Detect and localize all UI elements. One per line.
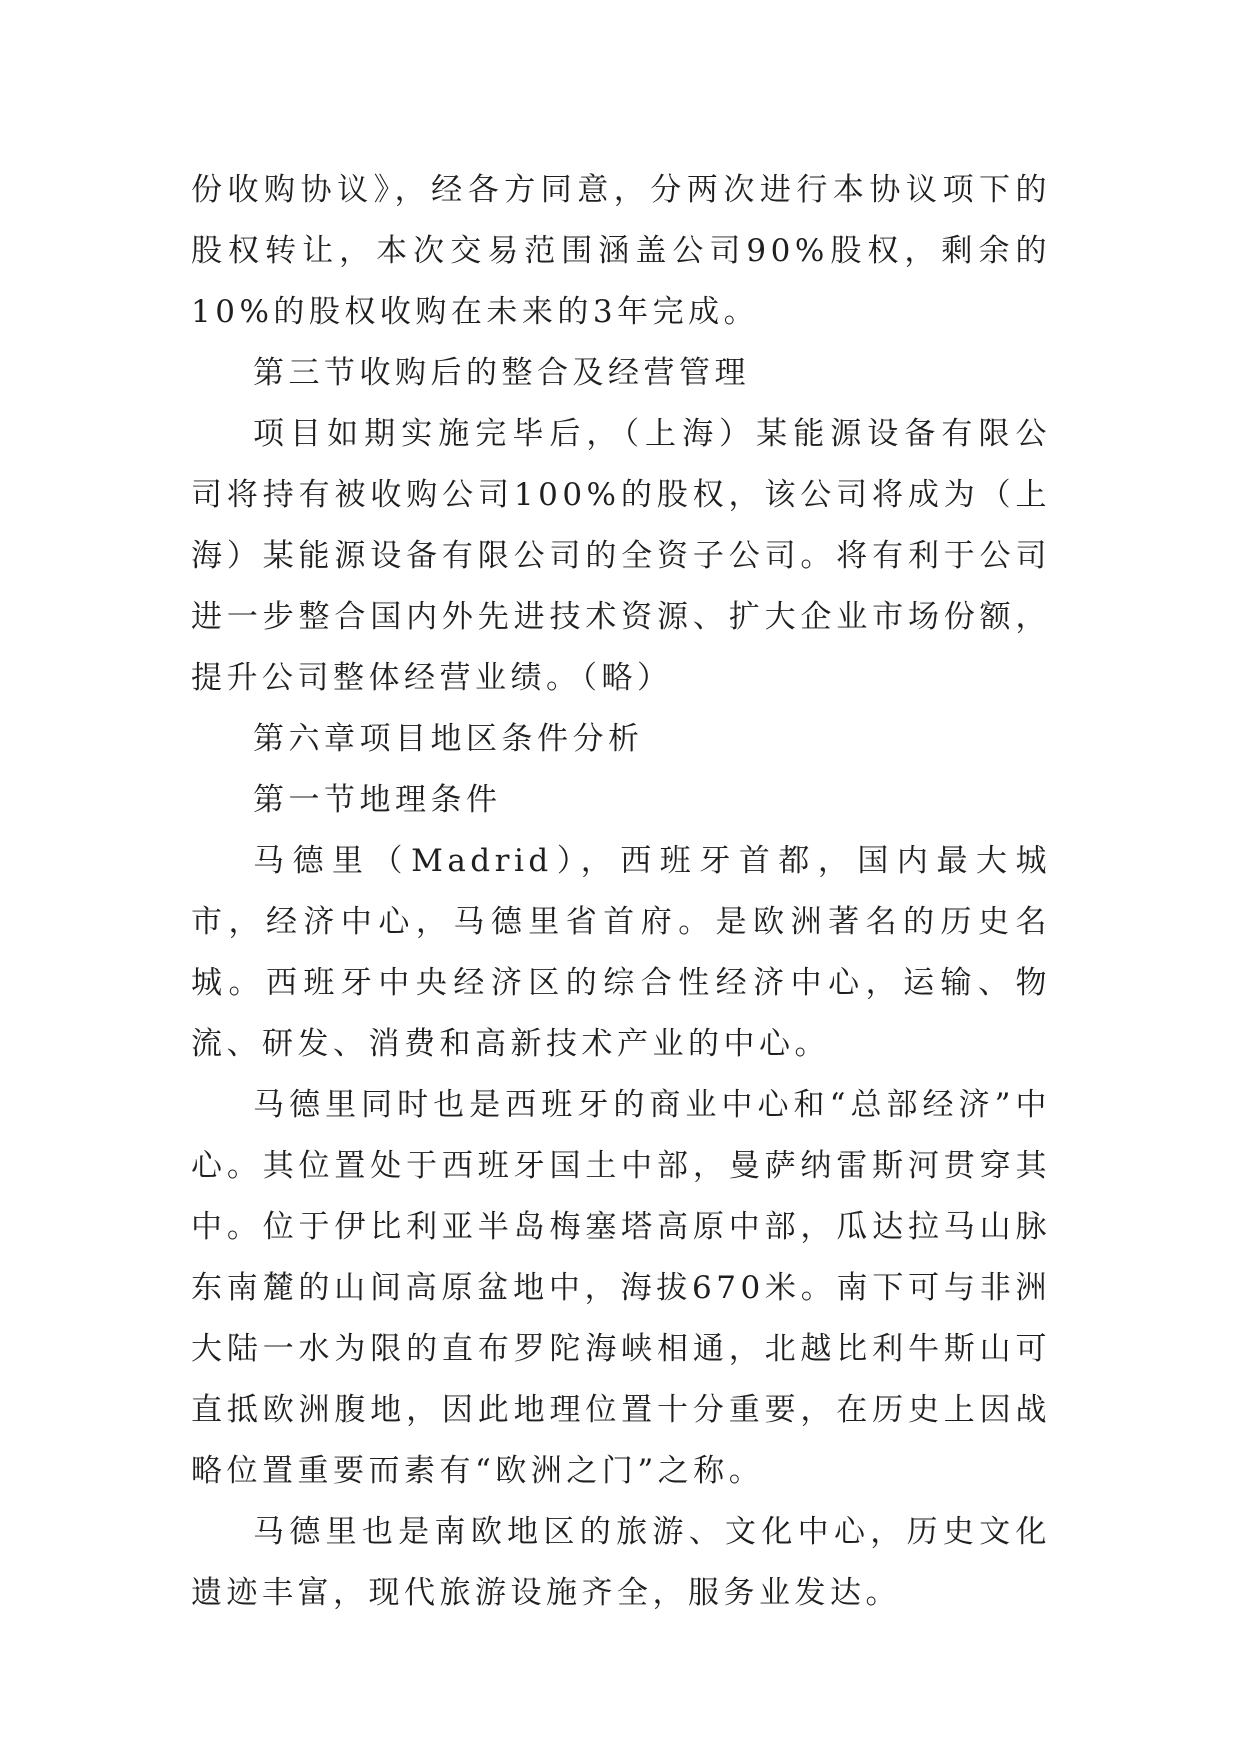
section-heading-geography: 第一节地理条件 — [253, 782, 502, 818]
document-body — [191, 160, 1051, 1624]
section-heading-integration: 第三节收购后的整合及经营管理 — [253, 355, 750, 391]
paragraph-continuation: 份收购协议》，经各方同意，分两次进行本协议项下的股权转让，本次交易范围涵盖公司90%股权，剩余的10%的股权收购在未来的3年完成。 — [191, 172, 1051, 330]
paragraph-madrid-tourism: 马德里也是南欧地区的旅游、文化中心，历史文化遗迹丰富，现代旅游设施齐全，服务业发达。 — [191, 1514, 1051, 1611]
paragraph-integration: 项目如期实施完毕后，（上海）某能源设备有限公司将持有被收购公司100%的股权，该公司将成为（上海）某能源设备有限公司的全资子公司。将有利于公司进一步整合国内外先进技术资源、扩大企业市场份额，提升公司整体经营业绩。（略） — [191, 416, 1051, 696]
paragraph-madrid-location: 马德里同时也是西班牙的商业中心和“总部经济”中心。其位置处于西班牙国土中部，曼萨纳雷斯河贯穿其中。位于伊比利亚半岛梅塞塔高原中部，瓜达拉马山脉东南麓的山间高原盆地中，海拔670米。南下可与非洲大陆一水为限的直布罗陀海峡相通，北越比利牛斯山可直抵欧洲腹地，因此地理位置十分重要，在历史上因战略位置重要而素有“欧洲之门”之称。 — [191, 1087, 1051, 1489]
chapter-heading: 第六章项目地区条件分析 — [253, 721, 644, 757]
paragraph-madrid-intro: 马德里（Madrid），西班牙首都，国内最大城市，经济中心，马德里省首府。是欧洲著名的历史名城。西班牙中央经济区的综合性经济中心，运输、物流、研发、消费和高新技术产业的中心。 — [191, 843, 1051, 1062]
